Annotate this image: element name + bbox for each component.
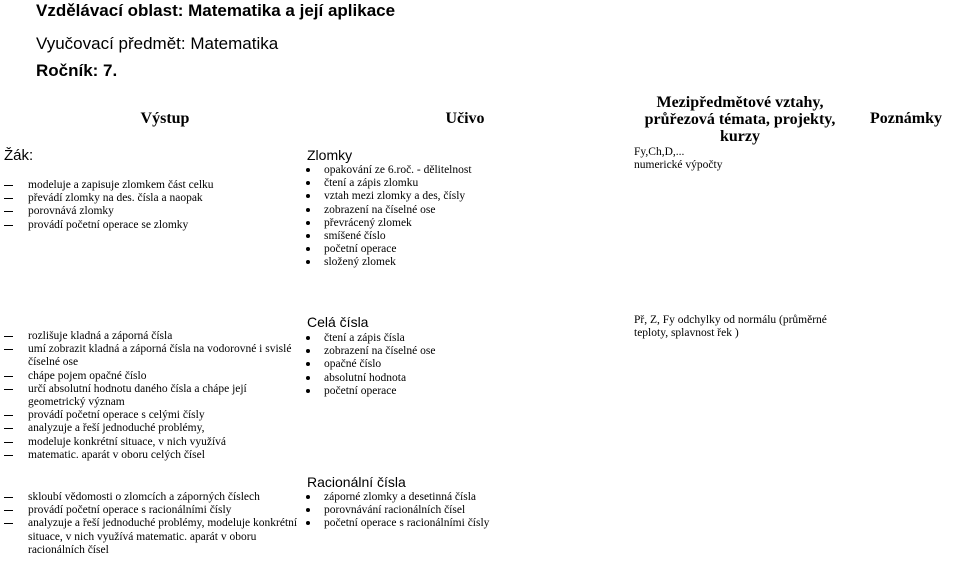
- curriculum-text: vztah mezi zlomky a des, čísly: [324, 190, 466, 203]
- curriculum-item: [300, 243, 472, 256]
- curriculum-item: [300, 372, 435, 385]
- output-item: [0, 449, 291, 462]
- column-header-notes: Poznámky: [870, 110, 942, 127]
- grade-title: Ročník: 7.: [36, 61, 118, 80]
- output-text: provádí početní operace se zlomky: [28, 218, 189, 231]
- output-text: rozlišuje kladná a záporná čísla: [28, 330, 173, 342]
- output-item: [0, 219, 214, 232]
- curriculum-text: čtení a zápis zlomku: [324, 177, 419, 190]
- curriculum-item: [300, 491, 489, 504]
- section2-outputs: [0, 330, 291, 462]
- subject-title: Vyučovací předmět: Matematika: [36, 34, 279, 53]
- topic-rational-numbers: Racionální čísla: [307, 474, 406, 490]
- cross-header-line-2: průřezová témata, projekty,: [644, 111, 836, 128]
- output-text: číselné ose: [28, 356, 79, 369]
- output-item: [0, 491, 297, 504]
- curriculum-item: [300, 504, 489, 517]
- output-text: analyzuje a řeší jednoduché problémy, modeluje konkrétní: [28, 517, 298, 530]
- output-item: [0, 370, 291, 383]
- output-item: [0, 330, 291, 343]
- section1-cross-curricular: [634, 146, 722, 172]
- output-item: [0, 517, 297, 530]
- topic-fractions: Zlomky: [307, 147, 353, 163]
- section1-outputs: [0, 179, 214, 232]
- curriculum-item: [300, 345, 435, 358]
- output-item: [0, 192, 214, 205]
- area-title: Vzdělávací oblast: Matematika a její aplikace: [36, 1, 396, 20]
- curriculum-item: [300, 385, 435, 398]
- section3-outputs: [0, 491, 297, 557]
- output-text: určí absolutní hodnotu daného čísla a chápe její: [28, 382, 247, 395]
- output-text: modeluje konkrétní situace, v nich využívá: [28, 435, 226, 448]
- output-item-continued: [0, 544, 297, 557]
- cross-text-line-1: Př, Z, Fy odchylky od normálu (průměrné: [634, 314, 827, 326]
- column-header-output: Výstup: [140, 110, 190, 127]
- output-text: provádí početní operace s racionálními čísly: [28, 504, 232, 517]
- curriculum-item: [300, 217, 472, 230]
- output-item: [0, 343, 291, 356]
- output-item: [0, 422, 291, 435]
- curriculum-text: složený zlomek: [324, 256, 396, 269]
- curriculum-text: převrácený zlomek: [324, 216, 412, 229]
- cross-text-line-2: teploty, splavnost řek ): [634, 327, 739, 340]
- curriculum-item: [300, 190, 472, 203]
- output-text: chápe pojem opačné číslo: [28, 369, 147, 382]
- cross-text-line-1: Fy,Ch,D,...: [634, 146, 685, 158]
- curriculum-text: čtení a zápis čísla: [324, 332, 405, 344]
- cross-header-line-3: kurzy: [720, 128, 760, 145]
- curriculum-item: [300, 256, 472, 269]
- cross-text-line-2: numerické výpočty: [634, 159, 723, 172]
- curriculum-text: smíšené číslo: [324, 230, 386, 243]
- output-item: [0, 436, 291, 449]
- output-text: modeluje a zapisuje zlomkem část celku: [28, 179, 214, 191]
- curriculum-text: absolutní hodnota: [324, 371, 407, 384]
- column-header-cross-curricular: [630, 94, 850, 145]
- curriculum-item: [300, 177, 472, 190]
- curriculum-text: zobrazení na číselné ose: [324, 203, 436, 216]
- output-text: geometrický význam: [28, 396, 125, 409]
- curriculum-text: početní operace: [324, 384, 397, 397]
- output-text: umí zobrazit kladná a záporná čísla na vodorovné i svislé: [28, 343, 292, 356]
- output-text: převádí zlomky na des. čísla a naopak: [28, 192, 203, 205]
- output-text: racionálních čísel: [28, 543, 109, 556]
- output-text: provádí početní operace s celými čísly: [28, 409, 205, 422]
- output-item-continued: [0, 531, 297, 544]
- output-item-continued: [0, 356, 291, 369]
- curriculum-text: zobrazení na číselné ose: [324, 345, 436, 358]
- student-label: Žák:: [4, 147, 34, 164]
- curriculum-item: [300, 517, 489, 530]
- output-item: [0, 383, 291, 396]
- output-item: [0, 409, 291, 422]
- curriculum-item: [300, 204, 472, 217]
- curriculum-text: porovnávání racionálních čísel: [324, 504, 466, 517]
- output-item: [0, 205, 214, 218]
- section2-curriculum: [300, 332, 435, 398]
- curriculum-item: [300, 164, 472, 177]
- output-text: analyzuje a řeší jednoduché problémy,: [28, 422, 205, 435]
- column-header-curriculum: Učivo: [445, 110, 485, 127]
- topic-integers: Celá čísla: [307, 314, 369, 330]
- section1-curriculum: [300, 164, 472, 270]
- curriculum-item: [300, 358, 435, 371]
- section2-cross-curricular: [634, 314, 827, 340]
- curriculum-item: [300, 230, 472, 243]
- output-item-continued: [0, 396, 291, 409]
- curriculum-text: záporné zlomky a desetinná čísla: [324, 491, 476, 503]
- output-item: [0, 504, 297, 517]
- output-text: situace, v nich využívá matematic. aparát v oboru: [28, 530, 257, 543]
- cross-header-line-1: Mezipředmětové vztahy,: [656, 94, 824, 111]
- curriculum-item: [300, 332, 435, 345]
- output-item: [0, 179, 214, 192]
- output-text: porovnává zlomky: [28, 205, 114, 218]
- curriculum-text: opakování ze 6.roč. - dělitelnost: [324, 164, 472, 176]
- output-text: matematic. aparát v oboru celých čísel: [28, 448, 205, 461]
- output-text: skloubí vědomosti o zlomcích a záporných číslech: [28, 491, 260, 503]
- section3-curriculum: [300, 491, 489, 531]
- curriculum-text: početní operace s racionálními čísly: [324, 517, 490, 530]
- curriculum-text: početní operace: [324, 243, 397, 256]
- curriculum-text: opačné číslo: [324, 358, 382, 371]
